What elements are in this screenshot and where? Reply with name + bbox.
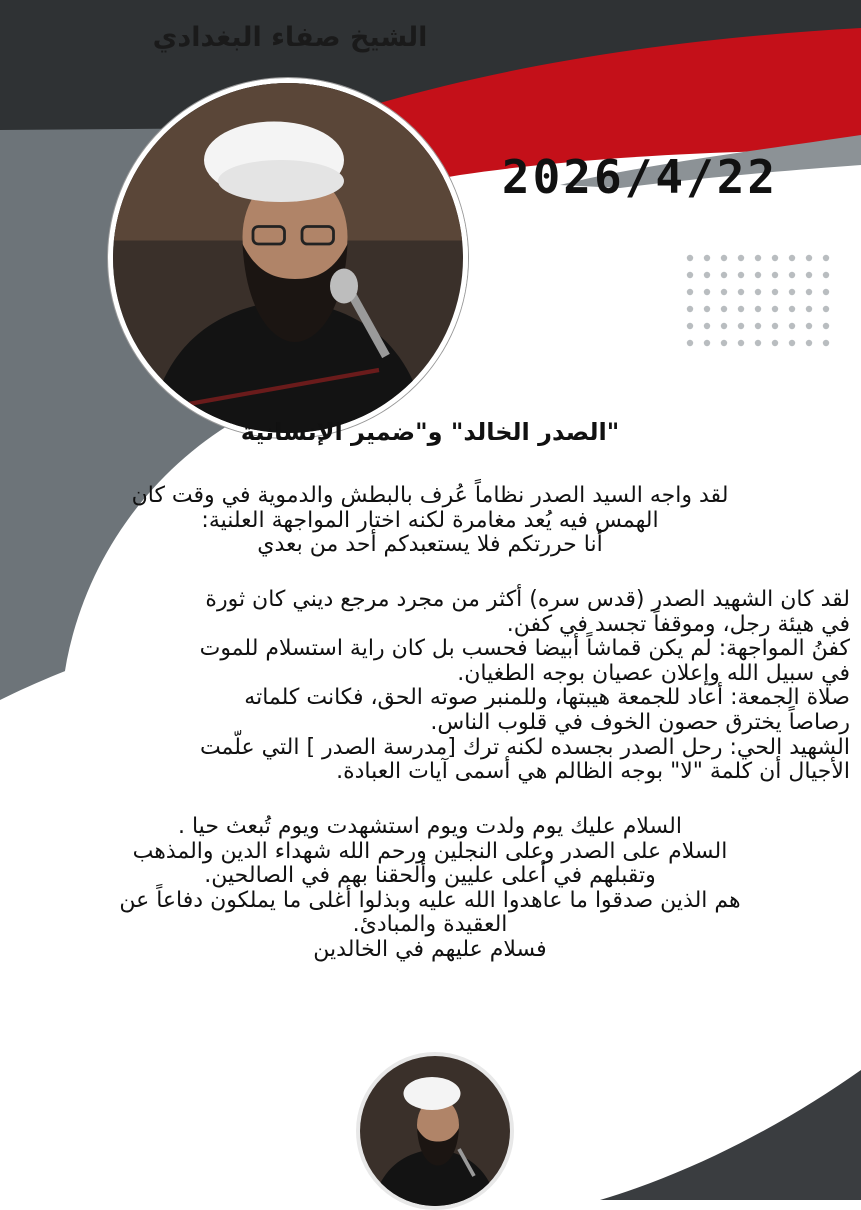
decor-dot	[704, 340, 710, 346]
article-line: السلام عليك يوم ولدت ويوم استشهدت ويوم تُبعث حيا .	[177, 813, 682, 839]
decor-dot	[772, 306, 778, 312]
article-line: هم الذين صدقوا ما عاهدوا الله عليه وبذلوا أغلى ما يملكون دفاعاً عن	[119, 887, 741, 913]
decor-dot	[721, 289, 727, 295]
decor-dot	[738, 340, 744, 346]
decor-dot	[755, 306, 761, 312]
decor-dot	[755, 272, 761, 278]
decor-dot	[721, 340, 727, 346]
article-line: فسلام عليهم في الخالدين	[313, 937, 547, 962]
decor-dot	[806, 255, 812, 261]
decor-dot	[738, 323, 744, 329]
article-line: العقيدة والمبادئ.	[352, 912, 508, 938]
article-line: الأجيال أن كلمة "لا" بوجه الظالم هي أسمى آيات العبادة.	[336, 759, 850, 785]
decor-dot	[806, 272, 812, 278]
decor-dot	[823, 255, 829, 261]
decor-dot	[772, 272, 778, 278]
article-closing	[10, 815, 850, 963]
decor-dot	[704, 255, 710, 261]
decor-dot	[789, 255, 795, 261]
decor-dot	[721, 255, 727, 261]
article-line: أنا حررتكم فلا يستعبدكم أحد من بعدي	[257, 532, 603, 558]
speaker-name: الشيخ صفاء البغدادي	[152, 22, 428, 53]
article-line: كفنُ المواجهة: لم يكن قماشاً أبيضا فحسب بل كان راية استسلام للموت	[199, 636, 850, 662]
decor-dot	[687, 255, 693, 261]
decor-dot	[687, 272, 693, 278]
decor-dot	[738, 289, 744, 295]
decor-dot	[806, 289, 812, 295]
article-title: "الصدر الخالد" و"ضمير الإنسانية	[240, 418, 620, 446]
decor-dot	[721, 323, 727, 329]
decor-dot	[823, 272, 829, 278]
decor-dot	[823, 289, 829, 295]
decor-dot	[704, 306, 710, 312]
decor-dot	[789, 272, 795, 278]
decor-dot	[721, 306, 727, 312]
decor-dot	[738, 272, 744, 278]
decor-dot	[806, 340, 812, 346]
decor-dot	[704, 272, 710, 278]
decor-dot	[704, 289, 710, 295]
decor-dot	[772, 255, 778, 261]
article-line: في هيئة رجل، وموقفاً تجسد في كفن.	[506, 611, 850, 637]
speaker-portrait-small-image	[360, 1056, 510, 1206]
article-intro	[10, 484, 850, 558]
decor-dot	[789, 289, 795, 295]
article-line: لقد واجه السيد الصدر نظاماً عُرف بالبطش والدموية في وقت كان	[131, 483, 729, 508]
decor-dot	[755, 255, 761, 261]
speaker-portrait-image	[113, 83, 463, 433]
decor-dot	[823, 323, 829, 329]
decor-dot	[789, 306, 795, 312]
decor-dot	[823, 306, 829, 312]
decor-dot	[789, 323, 795, 329]
decor-dot	[823, 340, 829, 346]
decor-dot	[704, 323, 710, 329]
article-line: لقد كان الشهيد الصدر (قدس سره) أكثر من مجرد مرجع ديني كان ثورة	[205, 586, 850, 612]
speaker-portrait-small	[356, 1052, 514, 1210]
article-line: رصاصاً يخترق حصون الخوف في قلوب الناس.	[430, 710, 850, 735]
decor-dot	[755, 340, 761, 346]
article-line: الهمس فيه يُعد مغامرة لكنه اختار المواجهة العلنية:	[201, 507, 659, 533]
decor-dot	[687, 306, 693, 312]
article-line: وتقبلهم في أعلى عليين وألحقنا بهم في الصالحين.	[204, 863, 656, 889]
article-line: الشهيد الحي: رحل الصدر بجسده لكنه ترك [مدرسة الصدر ] التي علّمت	[199, 734, 850, 760]
decor-dot	[772, 289, 778, 295]
poster-date: 2026/4/22	[501, 150, 779, 204]
decor-dot	[687, 323, 693, 329]
decor-dot	[687, 289, 693, 295]
decor-dot	[755, 323, 761, 329]
decor-dot	[687, 340, 693, 346]
article-line: السلام على الصدر وعلى النجلين ورحم الله شهداء الدين والمذهب	[132, 838, 728, 864]
article-line: في سبيل الله وإعلان عصيان بوجه الطغيان.	[457, 660, 850, 686]
decor-dot	[772, 323, 778, 329]
decor-dot	[772, 340, 778, 346]
decor-dot	[806, 306, 812, 312]
decor-dot	[738, 306, 744, 312]
decor-dot	[755, 289, 761, 295]
article-line: صلاة الجمعة: أعاد للجمعة هيبتها، وللمنبر صوته الحق، فكانت كلماته	[244, 685, 850, 711]
decor-dot	[789, 340, 795, 346]
decor-dot	[806, 323, 812, 329]
decor-dot	[738, 255, 744, 261]
article	[10, 412, 850, 963]
decor-dot	[721, 272, 727, 278]
speaker-portrait	[108, 78, 468, 438]
article-body	[10, 588, 850, 785]
